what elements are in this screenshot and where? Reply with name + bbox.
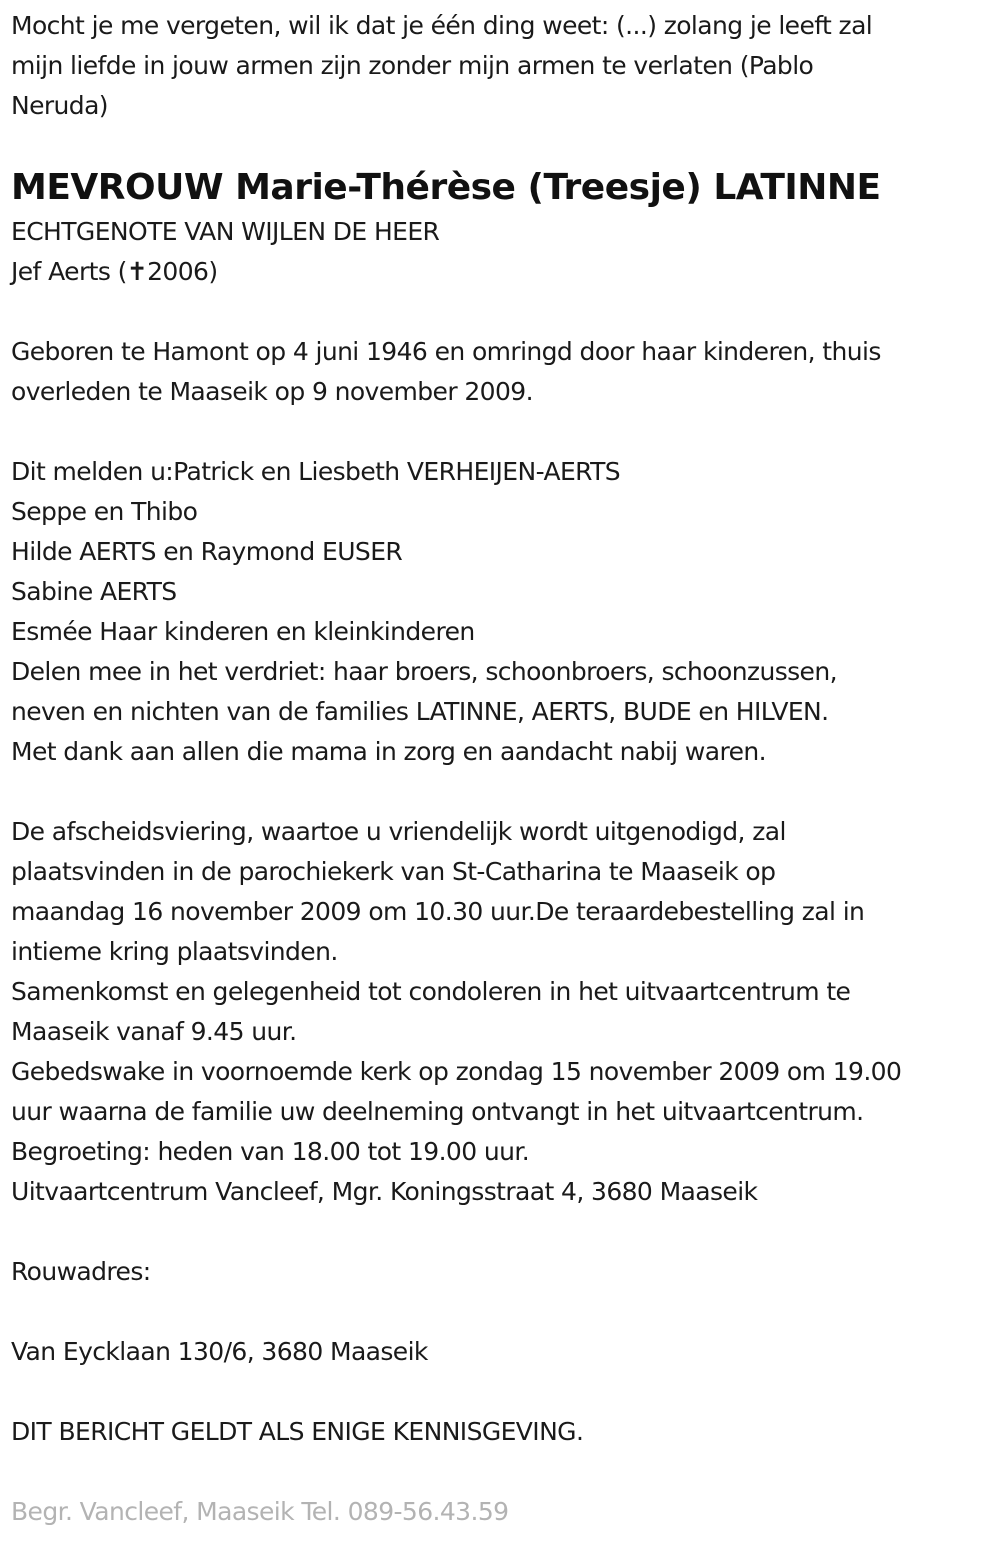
family-line: Dit melden u:Patrick en Liesbeth VERHEIJEN-AERTS (11, 457, 621, 486)
spacer (11, 292, 996, 332)
ceremony-line: Uitvaartcentrum Vancleef, Mgr. Koningsstraat 4, 3680 Maaseik (11, 1177, 758, 1206)
spacer (11, 1212, 996, 1252)
family-block (11, 452, 996, 772)
funeral-home-footer: Begr. Vancleef, Maaseik Tel. 089-56.43.59 (11, 1497, 509, 1526)
deceased-name: MEVROUW Marie-Thérèse (Treesje) LATINNE (11, 167, 881, 208)
birth-death-line: overleden te Maaseik op 9 november 2009. (11, 377, 533, 406)
ceremony-line: De afscheidsviering, waartoe u vriendelijk wordt uitgenodigd, zal (11, 817, 786, 846)
notice-text: DIT BERICHT GELDT ALS ENIGE KENNISGEVING. (11, 1417, 584, 1446)
mourning-address-label: Rouwadres: (11, 1257, 151, 1286)
spacer (11, 412, 996, 452)
family-line: Esmée Haar kinderen en kleinkinderen (11, 617, 475, 646)
family-line: Seppe en Thibo (11, 497, 198, 526)
spouse-label: ECHTGENOTE VAN WIJLEN DE HEER (11, 217, 440, 246)
spacer (11, 126, 996, 164)
family-line: Hilde AERTS en Raymond EUSER (11, 537, 403, 566)
ceremony-block (11, 812, 996, 1212)
spacer (11, 1292, 996, 1332)
obituary-notice (11, 6, 996, 1532)
family-line: neven en nichten van de families LATINNE, AERTS, BUDE en HILVEN. (11, 697, 829, 726)
mourning-address: Van Eycklaan 130/6, 3680 Maaseik (11, 1337, 428, 1366)
family-line: Met dank aan allen die mama in zorg en aandacht nabij waren. (11, 737, 766, 766)
birth-death-line: Geboren te Hamont op 4 juni 1946 en omringd door haar kinderen, thuis (11, 337, 881, 366)
spouse-name: Jef Aerts (✝2006) (11, 257, 218, 286)
ceremony-line: Maaseik vanaf 9.45 uur. (11, 1017, 297, 1046)
spacer (11, 772, 996, 812)
spacer (11, 1452, 996, 1492)
quote-line: mijn liefde in jouw armen zijn zonder mijn armen te verlaten (Pablo (11, 51, 814, 80)
ceremony-line: Samenkomst en gelegenheid tot condoleren in het uitvaartcentrum te (11, 977, 851, 1006)
ceremony-line: Begroeting: heden van 18.00 tot 19.00 uur. (11, 1137, 530, 1166)
ceremony-line: plaatsvinden in de parochiekerk van St-Catharina te Maaseik op (11, 857, 776, 886)
quote-block (11, 6, 996, 126)
ceremony-line: intieme kring plaatsvinden. (11, 937, 338, 966)
spacer (11, 1372, 996, 1412)
ceremony-line: maandag 16 november 2009 om 10.30 uur.De teraardebestelling zal in (11, 897, 865, 926)
quote-line: Neruda) (11, 91, 108, 120)
ceremony-line: uur waarna de familie uw deelneming ontvangt in het uitvaartcentrum. (11, 1097, 864, 1126)
ceremony-line: Gebedswake in voornoemde kerk op zondag 15 november 2009 om 19.00 (11, 1057, 902, 1086)
family-line: Delen mee in het verdriet: haar broers, schoonbroers, schoonzussen, (11, 657, 837, 686)
quote-line: Mocht je me vergeten, wil ik dat je één ding weet: (...) zolang je leeft zal (11, 11, 873, 40)
family-line: Sabine AERTS (11, 577, 177, 606)
birth-death-block (11, 332, 996, 412)
